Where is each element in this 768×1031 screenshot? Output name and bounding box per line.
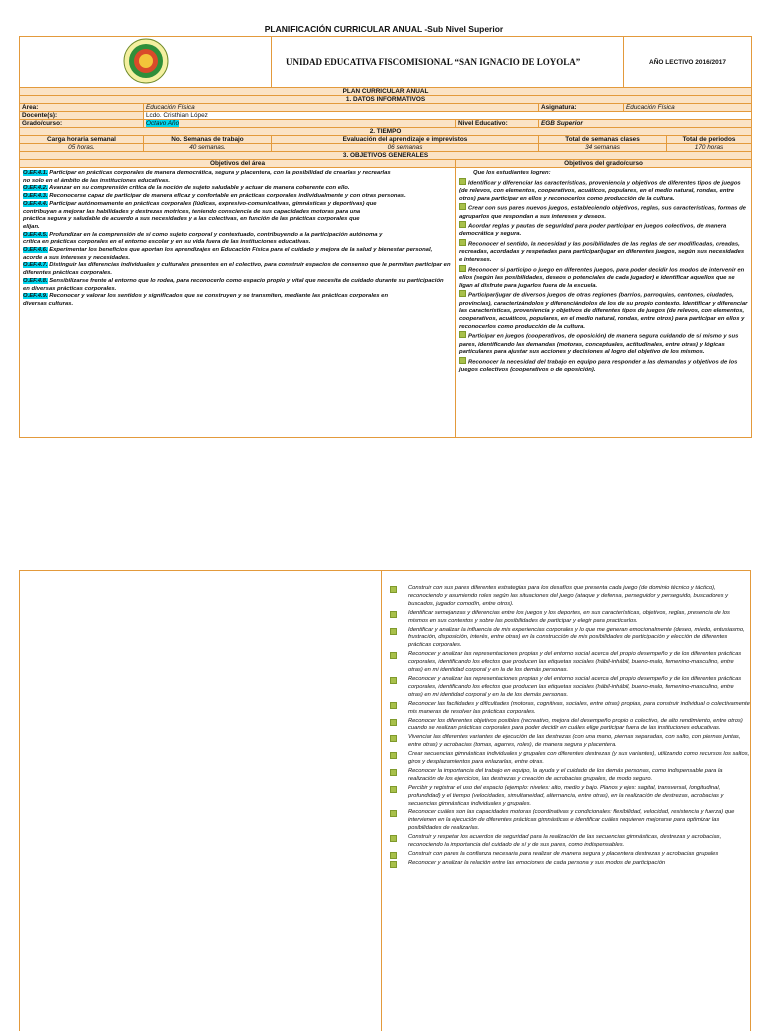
area-objective xyxy=(23,239,452,247)
logo-cell xyxy=(20,37,272,88)
nivel-label: Nivel Educativo: xyxy=(456,120,539,128)
objective-text: elijan. xyxy=(23,223,40,230)
item-text: Identificar semejanzas y diferencias entre los juegos y los deportes, en sus características, objetivos, reglas, presencia de los mismos en sus contextos y sobre las posibilidades de participar y elegir para practicarlos. xyxy=(408,609,730,624)
area-label: Área: xyxy=(20,104,144,112)
objective-text: Participar en juegos (cooperativos, de oposición) de manera segura cuidando de sí mismo y sus pares, identificando las demandas (motoras, conceptuales, actitudinales, entre otras) y lógicas particulares para ajustar sus acciones y decisiones al logro del objetivo de los mismos. xyxy=(459,333,739,356)
objective-text: práctica segura y saludable de acuerdo a sus necesidades y a las colectivas, en función de las prácticas corporales que xyxy=(23,216,360,223)
tiempo-header-evaluacion: Evaluación del aprendizaje e imprevistos xyxy=(272,136,539,144)
item-text: Reconocer los diferentes objetivos posibles (recreativo, mejora del desempeño propio o colectivo, de alto rendimiento, entre otros) cuando se realizan prácticas corporales para poder decidir en cuáles elige participar fuera de las instituciones educativas. xyxy=(408,717,743,732)
objetivos-area-header: Objetivos del área xyxy=(20,160,456,168)
objective-code: O.EF.4.9. xyxy=(23,293,48,300)
bullet-icon xyxy=(390,702,397,709)
bullet-icon xyxy=(390,861,397,868)
continuation-item xyxy=(388,785,750,809)
objective-code: O.EF.4.8. xyxy=(23,277,48,284)
item-text: Construir y respetar los acuerdos de seguridad para la realización de las secuencias gimnásticas, destrezas y acrobacias, reconociendo la importancia del cuidado de sí y de sus pares, como indispensables. xyxy=(408,834,722,849)
school-year: AÑO LECTIVO 2016/2017 xyxy=(624,37,752,88)
area-objective xyxy=(23,262,452,277)
continuation-item xyxy=(388,851,750,859)
objective-text: Reconocer la necesidad del trabajo en equipo para responder a las demandas y objetivos de los juegos colectivos (cooperativos o de oposición). xyxy=(459,359,738,374)
objective-text: diversas culturas. xyxy=(23,300,74,307)
bullet-icon xyxy=(459,239,466,246)
grado-intro: Que los estudiantes logren: xyxy=(473,170,551,176)
continuation-table xyxy=(19,570,751,1031)
area-objective xyxy=(23,278,452,293)
item-text: Identificar y analizar la influencia de mis experiencias corporales y lo que me generan emocionalmente (deseo, miedo, entusiasmo, frustración, disposición, interés, entre otras) en la construcción de mis posibilidades de participación y elección de diferentes prácticas corporales. xyxy=(408,626,745,649)
grado-objective xyxy=(459,290,748,331)
item-text: Construir con sus pares diferentes estrategias para los desafíos que presenta cada juego (de dominio técnico y táctico), reconociendo y asumiendo roles según las situaciones del juego (ataque y defensa, perseguidor y perseguido, buscadores y buscados, jugador comodín, entre otros). xyxy=(408,585,728,607)
continuation-item xyxy=(388,860,750,868)
continuation-list xyxy=(388,585,750,869)
item-text: Construir con pares la confianza necesaria para realizar de manera segura y placentera destrezas y acrobacias grupales xyxy=(408,851,719,857)
tiempo-value-carga: 05 horas. xyxy=(20,144,144,152)
section-tiempo-header: 2. TIEMPO xyxy=(20,128,752,136)
objetivos-area-list xyxy=(20,168,456,438)
tiempo-value-total-semanas: 34 semanas xyxy=(539,144,667,152)
bullet-icon xyxy=(459,178,466,185)
area-value: Educación Física xyxy=(144,104,539,112)
area-objective xyxy=(23,185,452,193)
docente-value: Lcdo. Cristhian López xyxy=(144,112,752,120)
objective-text: contribuyan a mejorar las habilidades y destrezas motrices, teniendo consciencia de sus capacidades motoras para una xyxy=(23,208,361,215)
bullet-icon xyxy=(390,586,397,593)
item-text: Percibir y registrar el uso del espacio (ejemplo: niveles: alto, medio y bajo. Planos y ejes: sagital, transversal, longitudinal, profundidad) y el tiempo (velocidades, simultaneidad, alternancia, entre otras), en la realización de destrezas, acrobacias y secuencias gimnásticas individuales y grupales. xyxy=(408,784,724,807)
objective-text: Sensibilizarse frente al entorno que lo rodea, para reconocerlo como espacio propio y vital que necesita de cuidado durante su participación en diversas prácticas corporales. xyxy=(23,277,444,292)
tiempo-header-periodos: Total de periodos xyxy=(667,136,752,144)
nivel-value: EGB Superior xyxy=(539,120,752,128)
continuation-item xyxy=(388,734,750,750)
objective-code: O.EF.4.7. xyxy=(23,262,48,269)
bullet-icon xyxy=(459,357,466,364)
area-objective xyxy=(23,301,452,309)
bullet-icon xyxy=(459,203,466,210)
school-seal-icon xyxy=(123,38,169,84)
objective-code: O.EF.4.3. xyxy=(23,193,48,200)
item-text: Reconocer las facilidades y dificultades (motoras, cognitivas, sociales, entre otras) propias, para construir individual o colectivamente mis maneras de resolver las prácticas corporales. xyxy=(408,700,750,715)
asignatura-value: Educación Física xyxy=(624,104,752,112)
area-objective xyxy=(23,209,452,217)
area-objective xyxy=(23,178,452,186)
bullet-icon xyxy=(390,611,397,618)
objective-text: Reconocer el sentido, la necesidad y las posibilidades de las reglas de ser modificadas, creadas, recreadas, acordadas y respetadas para participar/jugar en diferentes juegos, según sus necesidades e intereses. xyxy=(459,241,745,264)
objective-code: O.EF.4.6. xyxy=(23,247,48,254)
column-divider xyxy=(381,571,382,1031)
objective-text: Participar/jugar de diversos juegos de otras regiones (barrios, parroquias, cantones, ciudades, provincias), caracterizándolos y diferenciándolos de los de su propio contexto. Identificar y diferenciar las características, proveniencia y objetivos de diferentes tipos de juegos (de relevos, con elementos, cooperativos, acuáticos, populares, en el medio natural, rondas, entre otros) para participar en ellos y reconocerlos como producción de la cultura. xyxy=(459,292,748,330)
bullet-icon xyxy=(459,331,466,338)
bullet-icon xyxy=(390,652,397,659)
bullet-icon xyxy=(459,221,466,228)
continuation-item xyxy=(388,651,750,675)
item-text: Reconocer la importancia del trabajo en equipo, la ayuda y el cuidado de los demás personas, como indispensable para la realización de los ejercicios, las destrezas y creación de acrobacias grupales, de modo seguro. xyxy=(408,767,723,782)
objective-text: Crear con sus pares nuevos juegos, estableciendo objetivos, reglas, sus características, formas de agruparlos que respondan a sus intereses y deseos. xyxy=(459,205,746,220)
objective-text: Avanzar en su comprensión crítica de la noción de sujeto saludable y actuar de manera coherente con ello. xyxy=(47,185,350,192)
bullet-icon xyxy=(390,852,397,859)
objective-code: O.EF.4.4. xyxy=(23,200,48,207)
continuation-item xyxy=(388,768,750,784)
bullet-icon xyxy=(390,735,397,742)
objective-text: Participar autónomamente en prácticas corporales (lúdicas, expresivo-comunicativas, gimnásticas y deportivas) que xyxy=(47,200,377,207)
objective-text: Participar en prácticas corporales de manera democrática, segura y placentera, con la posibilidad de crearlas y recrearlas xyxy=(47,170,391,176)
school-name: UNIDAD EDUCATIVA FISCOMISIONAL “SAN IGNACIO DE LOYOLA” xyxy=(272,37,624,88)
objective-text: Distinguir las diferencias individuales y culturales presentes en el colectivo, para construir espacios de consenso que le permitan participar en diferentes prácticas corporales. xyxy=(23,262,451,277)
item-text: Reconocer y analizar las representaciones propias y del entorno social acerca del propio desempeño y de los diferentes prácticas corporales, identificando los efectos que producen las etiquetas sociales (hábil-inhábil, bueno-malo, femenino-masculino, entre otras) en mi identidad corporal y en la de los demás personas. xyxy=(408,675,742,698)
item-text: Vivenciar las diferentes variantes de ejecución de las destrezas (con una mano, piernas separadas, con salto, con piernas juntas, entre otras) y acrobacias (tomas, agarres, roles), de manera segura y placentera. xyxy=(408,734,741,749)
area-objective xyxy=(23,216,452,224)
objective-text: no solo en el ámbito de las instituciones educativas. xyxy=(23,177,170,184)
area-objective xyxy=(23,170,452,178)
item-text: Crear secuencias gimnásticas individuales y grupales con diferentes destrezas (y sus variantes), utilizando como recursos los saltos, giros y desplazamientos para enlazarlas, entre otras. xyxy=(408,751,750,766)
continuation-item xyxy=(388,676,750,700)
grado-objective xyxy=(459,239,748,265)
area-objective xyxy=(23,293,452,301)
continuation-item xyxy=(388,701,750,717)
bullet-icon xyxy=(390,677,397,684)
tiempo-value-evaluacion: 06 semanas xyxy=(272,144,539,152)
tiempo-value-semanas: 40 semanas. xyxy=(144,144,272,152)
bullet-icon xyxy=(390,810,397,817)
objective-code: O.EF.4.2. xyxy=(23,185,48,192)
area-objective xyxy=(23,247,452,262)
objective-text: Reconocer y valorar los sentidos y significados que se construyen y se transmiten, mediante las prácticas corporales en xyxy=(47,293,389,300)
grado-objective xyxy=(459,221,748,239)
objetivos-grado-header: Objetivos del grado/curso xyxy=(456,160,752,168)
continuation-item xyxy=(388,627,750,651)
item-text: Reconocer y analizar la relación entre las emociones de cada persona y sus modos de participación xyxy=(408,859,666,866)
tiempo-header-total-semanas: Total de semanas clases xyxy=(539,136,667,144)
grado-objective xyxy=(459,203,748,221)
objective-text: Profundizar en la comprensión de sí como sujeto corporal y contextuado, contribuyendo a la participación autónoma y xyxy=(47,231,383,238)
bullet-icon xyxy=(390,752,397,759)
objective-text: Acordar reglas y pautas de seguridad para poder participar en juegos colectivos, de manera democrática y segura. xyxy=(459,223,727,238)
plan-table xyxy=(19,36,752,438)
objective-code: O.EF.4.1. xyxy=(23,170,48,176)
tiempo-value-periodos: 170 horas xyxy=(667,144,752,152)
grado-objective xyxy=(459,178,748,204)
continuation-item xyxy=(388,834,750,850)
objective-code: O.EF.4.5. xyxy=(23,231,48,238)
grado-objective xyxy=(459,265,748,291)
document-title: PLANIFICACIÓN CURRICULAR ANUAL -Sub Nivel Superior xyxy=(264,24,504,34)
plan-header: PLAN CURRICULAR ANUAL xyxy=(20,88,752,96)
objective-text: Identificar y diferenciar las características, proveniencia y objetivos de diferentes tipos de juegos (de relevos, con elementos, cooperativos, acuáticos, populares, en el medio natural, rondas, entre otros) para participar en ellos y reconocerlos como producción de la cultura. xyxy=(459,180,741,202)
area-objective xyxy=(23,232,452,240)
continuation-item xyxy=(388,610,750,626)
grado-objective xyxy=(459,357,748,375)
bullet-icon xyxy=(390,835,397,842)
bullet-icon xyxy=(390,628,397,635)
item-text: Reconocer y analizar las representaciones propias y del entorno social acerca del propio desempeño y de los diferentes prácticas corporales, identificando los efectos que producen las etiquetas sociales (hábil-inhábil, bueno-malo, femenino-masculino, entre otras) en mi identidad corporal y en la de los demás personas. xyxy=(408,651,742,674)
docente-label: Docente(s): xyxy=(20,112,144,120)
area-objective xyxy=(23,201,452,209)
item-text: Reconocer cuáles son las capacidades motoras (coordinativas y condicionales: flexibilidad, velocidad, resistencia y fuerza) que intervienen en la ejecución de diferentes prácticas gimnásticas e identificar cuáles requieren mejorarse para optimizar las posibilidades de realizarlas. xyxy=(408,809,735,832)
objective-text: crítica en prácticas corporales en el entorno escolar y en su vida fuera de las instituciones educativas. xyxy=(23,239,311,246)
grado-value-text: Octavo Año xyxy=(146,120,180,127)
bullet-icon xyxy=(390,719,397,726)
objective-text: Reconocer si participo o juego en diferentes juegos, para poder decidir los modos de intervenir en ellos (según las posibilidades, deseos o potenciales de cada jugador) e identificar aquellos que se ligan al disfrute para jugarlos fuera de la escuela. xyxy=(459,267,745,289)
grado-objective xyxy=(459,331,748,357)
objective-text: Reconocerse capaz de participar de manera eficaz y confortable en prácticas corporales individualmente y con otras personas. xyxy=(47,193,406,200)
grado-label: Grado/curso: xyxy=(20,120,144,128)
bullet-icon xyxy=(459,290,466,297)
objective-text: Experimentar los beneficios que aportan los aprendizajes en Educación Física para el cuidado y mejora de la salud y bienestar personal, acorde a sus intereses y necesidades. xyxy=(23,247,433,261)
objetivos-grado-list xyxy=(456,168,752,438)
continuation-item xyxy=(388,585,750,609)
grado-value xyxy=(144,120,456,128)
area-objective xyxy=(23,193,452,201)
tiempo-header-carga: Carga horaria semanal xyxy=(20,136,144,144)
asignatura-label: Asignatura: xyxy=(539,104,624,112)
section-datos-header: 1. DATOS INFORMATIVOS xyxy=(20,96,752,104)
bullet-icon xyxy=(390,786,397,793)
tiempo-header-semanas: No. Semanas de trabajo xyxy=(144,136,272,144)
section-objetivos-header: 3. OBJETIVOS GENERALES xyxy=(20,152,752,160)
continuation-item xyxy=(388,751,750,767)
bullet-icon xyxy=(459,265,466,272)
bullet-icon xyxy=(390,769,397,776)
continuation-item xyxy=(388,718,750,734)
continuation-item xyxy=(388,809,750,833)
area-objective xyxy=(23,224,452,232)
